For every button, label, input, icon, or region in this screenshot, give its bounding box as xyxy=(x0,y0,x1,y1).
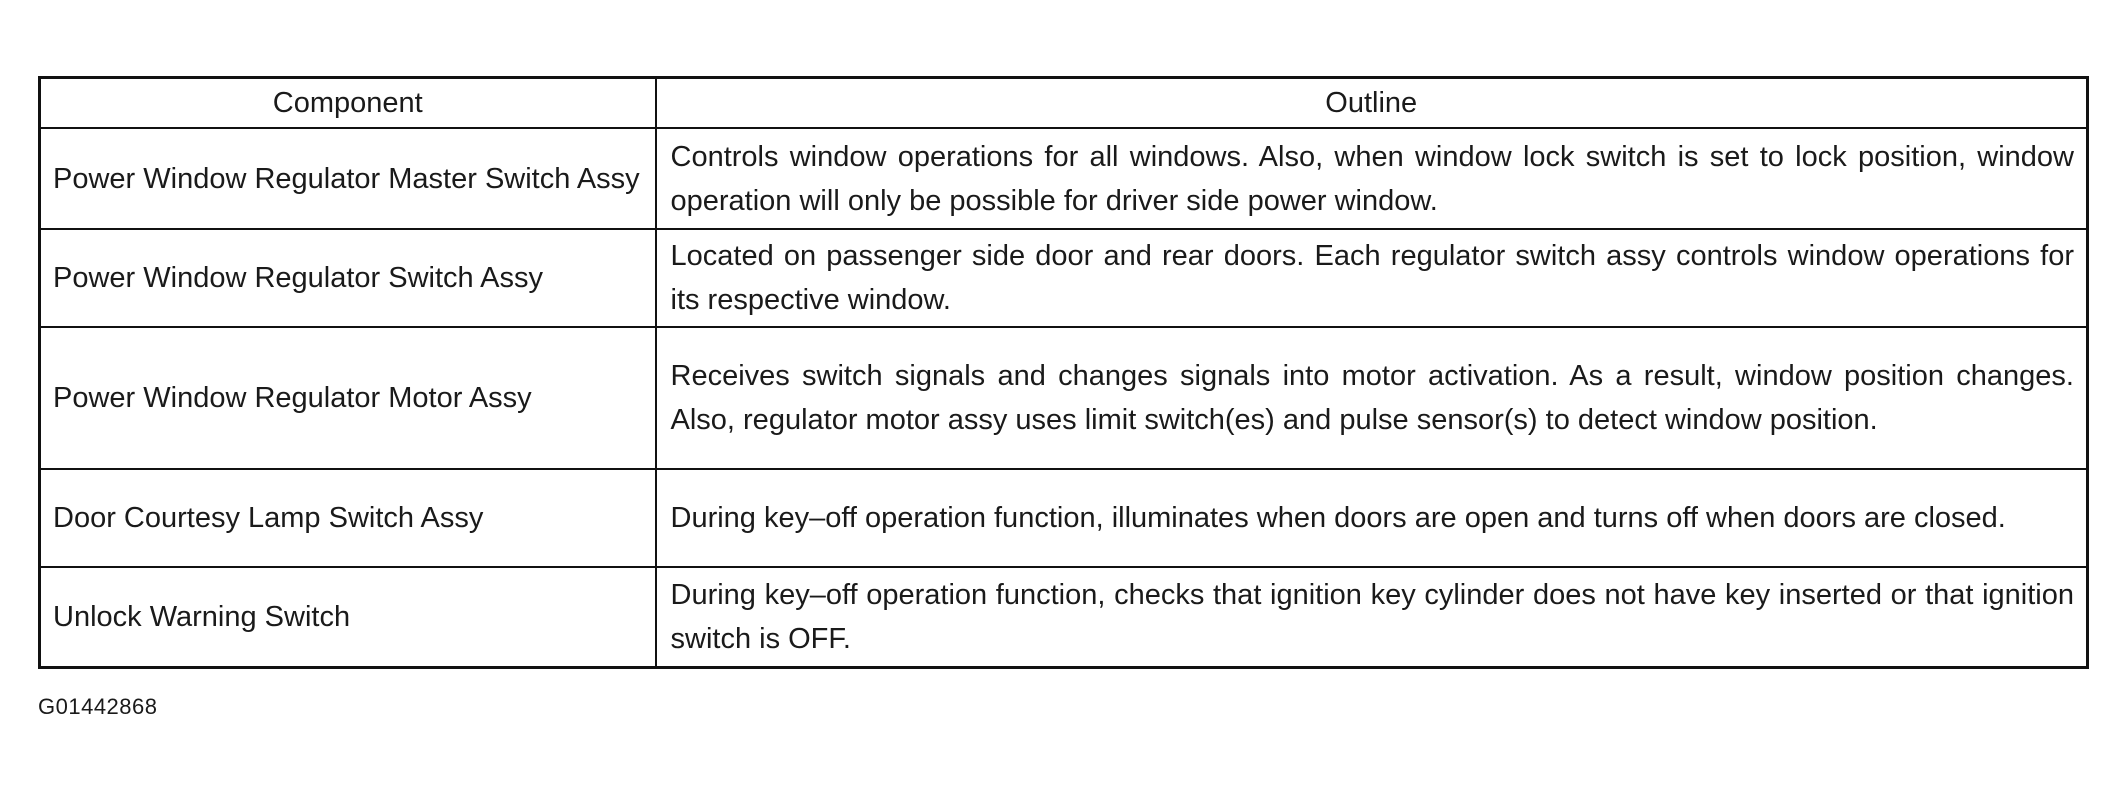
component-cell: Power Window Regulator Master Switch Assy xyxy=(40,128,656,229)
outline-cell: During key–off operation function, illuminates when doors are open and turns off when doors are closed. xyxy=(656,469,2088,567)
table-row xyxy=(40,327,2088,469)
column-header-component: Component xyxy=(40,78,656,129)
table-row xyxy=(40,128,2088,229)
component-cell: Power Window Regulator Motor Assy xyxy=(40,327,656,469)
table-row xyxy=(40,229,2088,327)
outline-cell: During key–off operation function, checks that ignition key cylinder does not have key inserted or that ignition switch is OFF. xyxy=(656,567,2088,668)
component-cell: Unlock Warning Switch xyxy=(40,567,656,668)
outline-cell: Receives switch signals and changes signals into motor activation. As a result, window position changes. Also, regulator motor assy uses limit switch(es) and pulse sensor(s) to detect window position. xyxy=(656,327,2088,469)
table-header-row xyxy=(40,78,2088,129)
component-cell: Door Courtesy Lamp Switch Assy xyxy=(40,469,656,567)
table-row xyxy=(40,469,2088,567)
table-row xyxy=(40,567,2088,668)
outline-cell: Located on passenger side door and rear doors. Each regulator switch assy controls window operations for its respective window. xyxy=(656,229,2088,327)
figure-id-label: G01442868 xyxy=(38,694,158,719)
component-outline-table xyxy=(38,76,2089,669)
column-header-outline: Outline xyxy=(656,78,2088,129)
outline-cell: Controls window operations for all windows. Also, when window lock switch is set to lock position, window operation will only be possible for driver side power window. xyxy=(656,128,2088,229)
component-cell: Power Window Regulator Switch Assy xyxy=(40,229,656,327)
